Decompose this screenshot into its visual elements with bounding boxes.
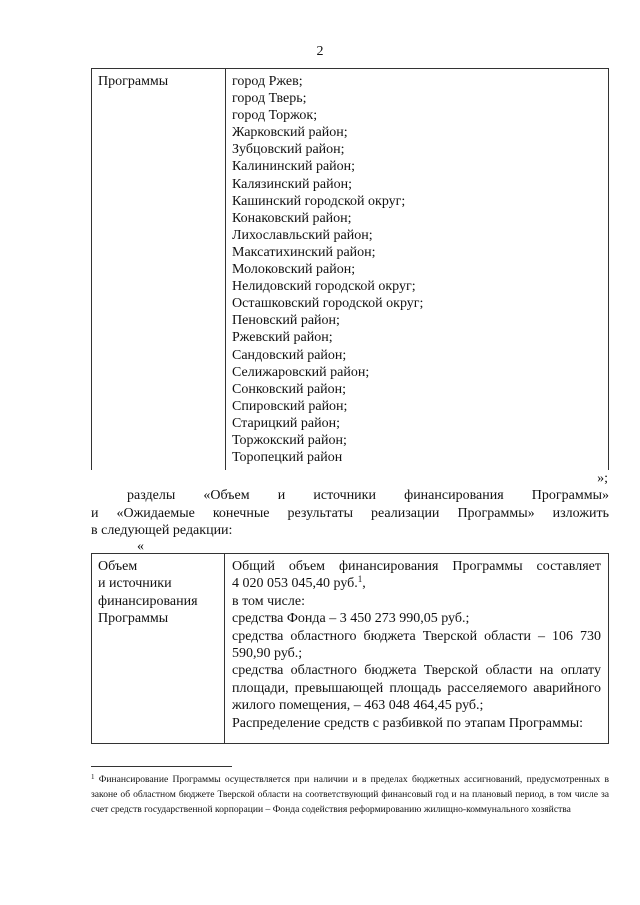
fund-amount: средства Фонда – 3 450 273 990,05 руб.; [232, 611, 470, 627]
list-item: город Торжок; [232, 108, 318, 124]
list-item: Калязинский район; [232, 176, 353, 192]
list-item: Конаковский район; [232, 210, 352, 226]
regional-budget-extra-amount: средства областного бюджета Тверской области на оплату площади, превышающей площадь расселяемого аварийного жилого помещения, – 463 048 464,45 руб.; [232, 663, 601, 714]
total-financing-amount-line [232, 575, 601, 592]
list-item: Жарковский район; [232, 125, 348, 141]
list-item: Лихославльский район; [232, 227, 373, 243]
total-amount: 4 020 053 045,40 руб. [232, 576, 358, 592]
list-item: Калининский район; [232, 159, 356, 175]
label-line: Программы [98, 611, 169, 627]
list-item: город Тверь; [232, 91, 307, 107]
total-tail: , [362, 576, 366, 592]
list-item: Торжокский район; [232, 432, 347, 448]
paragraph-line: в следующей редакции: [91, 523, 233, 538]
paragraph-line: разделы «Объем и источники финансирования Программы» [127, 488, 609, 503]
distribution-label: Распределение средств с разбивкой по этапам Программы: [232, 715, 584, 731]
including-label: в том числе: [232, 593, 305, 609]
page-number: 2 [316, 44, 324, 59]
row-label [92, 554, 225, 744]
label-line: и источники [98, 576, 172, 592]
program-participants-table [91, 68, 609, 470]
list-item: Селижаровский район; [232, 364, 370, 380]
list-item: Кашинский городской округ; [232, 193, 406, 209]
list-item: Молоковский район; [232, 262, 356, 278]
list-item: Сандовский район; [232, 347, 347, 363]
row-label: Программы [92, 69, 226, 471]
footnote-separator [91, 766, 232, 767]
list-item: Зубцовский район; [232, 142, 345, 158]
footnote-ref: 1 [357, 574, 363, 585]
footnote-text: Финансирование Программы осуществляется при наличии и в пределах бюджетных ассигнований, предусмотренных в законе об областном бюджете Тверской области на соответствующий финансовый год и на плановый период, в том числе за счет средств государственной корпорации – Фонда содействия реформированию жилищно-коммунального хозяйства [91, 774, 609, 815]
footnote [91, 772, 609, 817]
list-item: Нелидовский городской округ; [232, 279, 416, 295]
label-line: Объем [98, 559, 138, 574]
municipality-list [226, 69, 609, 471]
closing-quote: »; [597, 471, 608, 486]
regional-budget-amount: средства областного бюджета Тверской области – 106 730 590,90 руб.; [232, 628, 601, 662]
list-item: Старицкий район; [232, 415, 341, 431]
list-item: Пеновский район; [232, 313, 340, 329]
list-item: Максатихинский район; [232, 244, 376, 260]
list-item: Осташковский городской округ; [232, 296, 424, 312]
financing-table [91, 553, 609, 744]
list-item: Ржевский район; [232, 330, 333, 346]
financing-details [225, 554, 609, 744]
amendment-paragraph [91, 487, 609, 540]
opening-quote: « [137, 539, 144, 554]
label-line: финансирования [98, 593, 198, 609]
list-item: Торопецкий район [232, 450, 343, 466]
list-item: Сонковский район; [232, 381, 347, 397]
paragraph-line: и «Ожидаемые конечные результаты реализации Программы» изложить [91, 505, 609, 521]
total-financing-line: Общий объем финансирования Программы составляет [232, 559, 601, 574]
footnote-marker: 1 [91, 773, 95, 781]
list-item: город Ржев; [232, 74, 303, 89]
list-item: Спировский район; [232, 398, 348, 414]
